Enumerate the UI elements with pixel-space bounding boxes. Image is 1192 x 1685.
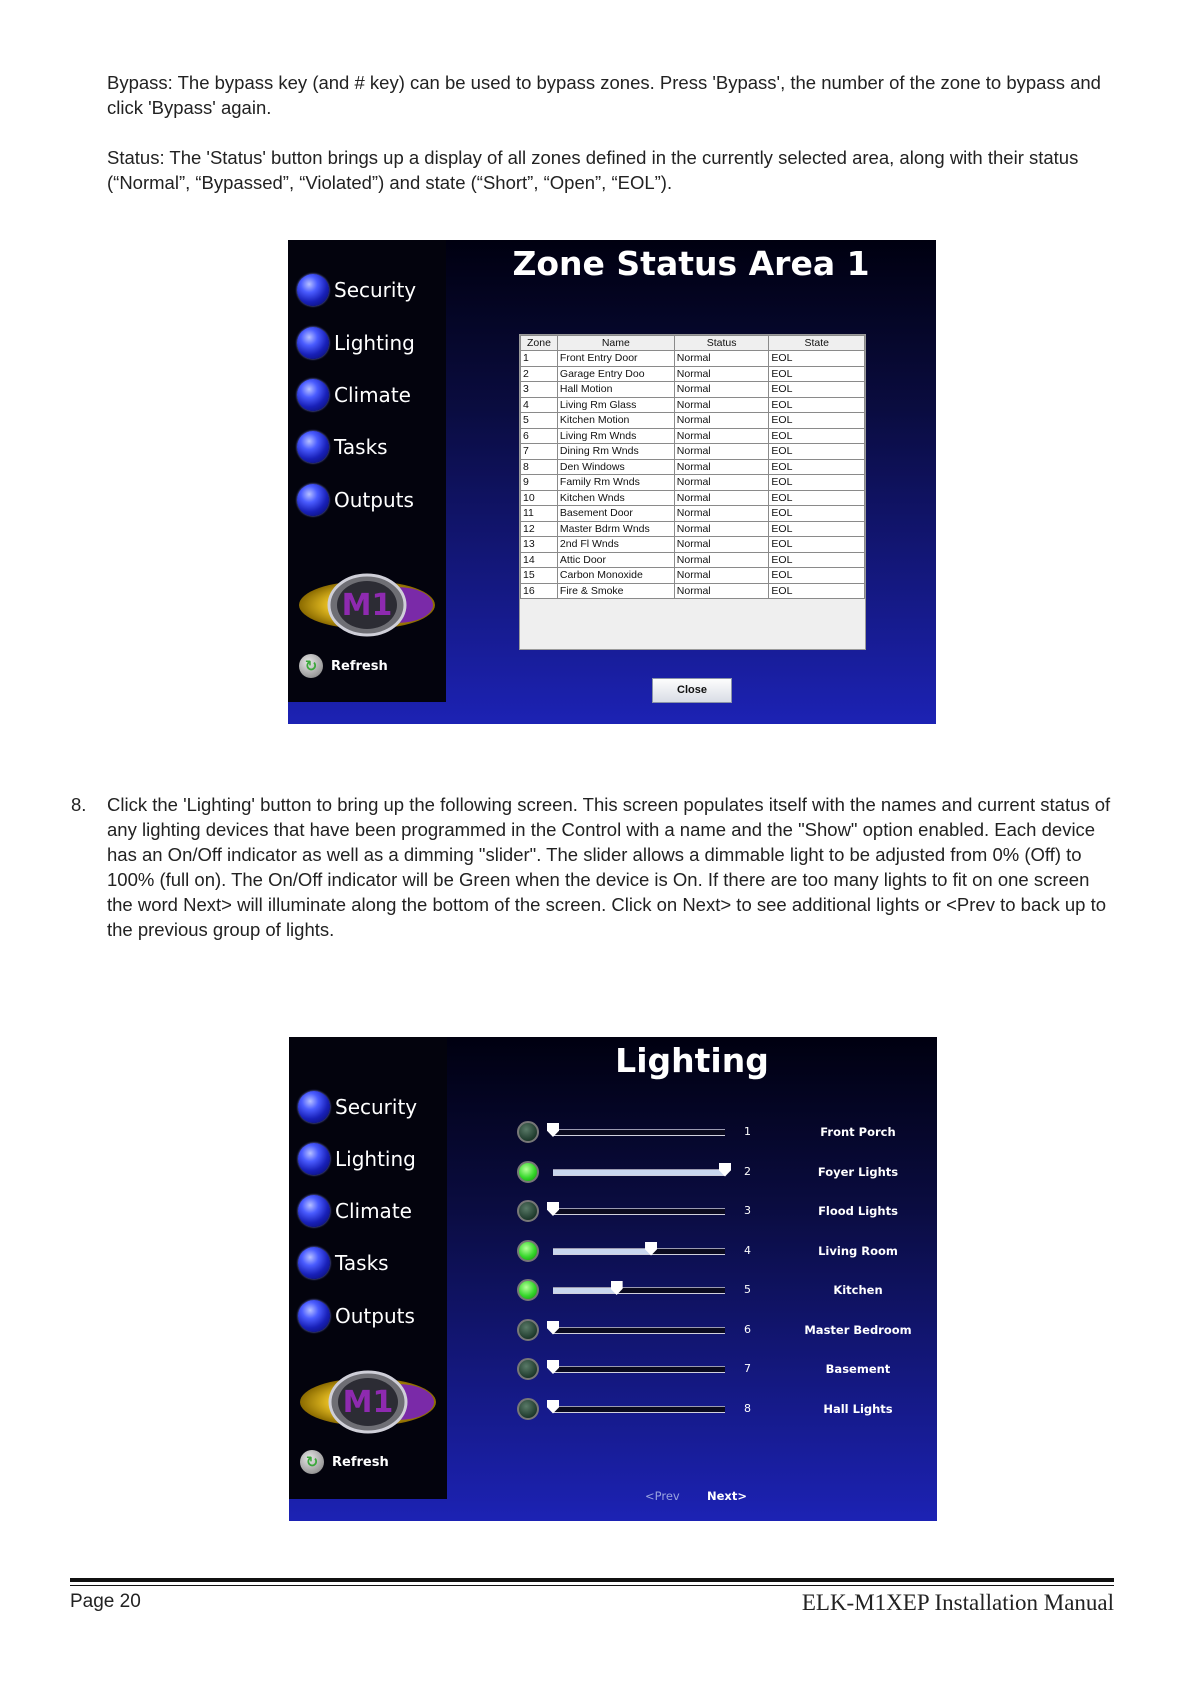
light-number: 3 bbox=[744, 1204, 751, 1217]
table-cell: EOL bbox=[769, 506, 865, 522]
table-cell: Family Rm Wnds bbox=[557, 475, 674, 491]
table-cell: EOL bbox=[769, 413, 865, 429]
table-cell: 2nd Fl Wnds bbox=[557, 537, 674, 553]
light-number: 8 bbox=[744, 1401, 751, 1415]
table-cell: 3 bbox=[521, 382, 558, 398]
nav-security-button[interactable] bbox=[298, 1089, 417, 1125]
zone-status-title: Zone Status Area 1 bbox=[512, 244, 870, 283]
table-row[interactable] bbox=[521, 397, 865, 413]
dimmer-slider[interactable] bbox=[553, 1287, 725, 1294]
orb-icon bbox=[297, 327, 329, 359]
orb-icon bbox=[298, 1195, 330, 1227]
on-off-indicator-icon[interactable] bbox=[517, 1121, 539, 1143]
table-cell: Hall Motion bbox=[557, 382, 674, 398]
column-header[interactable]: State bbox=[769, 336, 865, 351]
nav-outputs-button[interactable] bbox=[298, 1298, 415, 1334]
table-cell: Front Entry Door bbox=[557, 351, 674, 367]
on-off-indicator-icon[interactable] bbox=[517, 1240, 539, 1262]
table-row[interactable] bbox=[521, 521, 865, 537]
table-cell: Normal bbox=[674, 537, 769, 553]
light-number: 1 bbox=[744, 1125, 751, 1138]
nav-tasks-button[interactable] bbox=[297, 429, 388, 465]
table-cell: Kitchen Wnds bbox=[557, 490, 674, 506]
nav-outputs-button[interactable] bbox=[297, 482, 414, 518]
table-cell: Kitchen Motion bbox=[557, 413, 674, 429]
dimmer-slider[interactable] bbox=[553, 1248, 725, 1255]
table-cell: EOL bbox=[769, 568, 865, 584]
table-cell: Normal bbox=[674, 552, 769, 568]
nav-label: Climate bbox=[334, 383, 411, 407]
dimmer-slider[interactable] bbox=[553, 1366, 725, 1373]
orb-icon bbox=[298, 1091, 330, 1123]
nav-tasks-button[interactable] bbox=[298, 1245, 389, 1281]
refresh-label: Refresh bbox=[332, 1454, 389, 1470]
column-header[interactable]: Status bbox=[674, 336, 769, 351]
table-row[interactable] bbox=[521, 428, 865, 444]
zone-table-container bbox=[519, 334, 866, 650]
on-off-indicator-icon[interactable] bbox=[517, 1398, 539, 1420]
table-row[interactable] bbox=[521, 444, 865, 460]
sidebar bbox=[289, 1037, 447, 1499]
refresh-icon: ↻ bbox=[300, 1450, 324, 1474]
dimmer-slider[interactable] bbox=[553, 1327, 725, 1334]
light-number: 7 bbox=[744, 1362, 751, 1375]
nav-lighting-button[interactable] bbox=[298, 1141, 416, 1177]
table-cell: Normal bbox=[674, 413, 769, 429]
dimmer-slider[interactable] bbox=[553, 1406, 725, 1413]
table-row[interactable] bbox=[521, 475, 865, 491]
table-row[interactable] bbox=[521, 382, 865, 398]
refresh-button[interactable] bbox=[300, 1450, 389, 1474]
table-cell: Normal bbox=[674, 490, 769, 506]
light-number: 4 bbox=[744, 1243, 751, 1257]
svg-text:M1: M1 bbox=[342, 1385, 394, 1420]
table-cell: Living Rm Wnds bbox=[557, 428, 674, 444]
table-cell: EOL bbox=[769, 366, 865, 382]
nav-climate-button[interactable] bbox=[297, 377, 411, 413]
table-cell: Normal bbox=[674, 351, 769, 367]
slider-thumb[interactable] bbox=[547, 1400, 559, 1414]
table-cell: 16 bbox=[521, 583, 558, 599]
table-cell: EOL bbox=[769, 351, 865, 367]
zone-status-screenshot bbox=[288, 240, 936, 724]
table-cell: Master Bdrm Wnds bbox=[557, 521, 674, 537]
column-header[interactable]: Zone bbox=[521, 336, 558, 351]
nav-label: Climate bbox=[335, 1199, 412, 1223]
table-cell: EOL bbox=[769, 397, 865, 413]
table-cell: EOL bbox=[769, 475, 865, 491]
bypass-paragraph: Bypass: The bypass key (and # key) can be used to bypass zones. Press 'Bypass', the number of the zone to bypass and click 'Bypass' again. bbox=[107, 72, 1101, 118]
table-cell: EOL bbox=[769, 444, 865, 460]
table-cell: 10 bbox=[521, 490, 558, 506]
close-button[interactable]: Close bbox=[652, 678, 732, 703]
table-cell: Living Rm Glass bbox=[557, 397, 674, 413]
light-number: 2 bbox=[744, 1164, 751, 1178]
light-name: Kitchen bbox=[833, 1283, 883, 1297]
dimmer-slider[interactable] bbox=[553, 1129, 725, 1136]
table-cell: Basement Door bbox=[557, 506, 674, 522]
orb-icon bbox=[297, 484, 329, 516]
zone-table bbox=[520, 335, 865, 599]
next-link[interactable]: Next> bbox=[707, 1489, 747, 1503]
table-cell: EOL bbox=[769, 537, 865, 553]
table-cell: EOL bbox=[769, 583, 865, 599]
orb-icon bbox=[298, 1143, 330, 1175]
table-cell: Garage Entry Doo bbox=[557, 366, 674, 382]
m1-logo-icon bbox=[298, 573, 436, 637]
light-row bbox=[517, 1354, 917, 1384]
table-cell: 15 bbox=[521, 568, 558, 584]
light-name: Front Porch bbox=[820, 1125, 896, 1139]
nav-label: Outputs bbox=[334, 488, 414, 512]
table-cell: 2 bbox=[521, 366, 558, 382]
table-row[interactable] bbox=[521, 351, 865, 367]
light-row bbox=[517, 1196, 917, 1226]
light-name: Foyer Lights bbox=[817, 1164, 899, 1179]
table-cell: Normal bbox=[674, 459, 769, 475]
slider-thumb[interactable] bbox=[547, 1360, 559, 1374]
nav-lighting-button[interactable] bbox=[297, 325, 415, 361]
table-cell: Fire & Smoke bbox=[557, 583, 674, 599]
table-row[interactable] bbox=[521, 583, 865, 599]
dimmer-slider[interactable] bbox=[553, 1208, 725, 1215]
column-header[interactable]: Name bbox=[557, 336, 674, 351]
light-name: Basement bbox=[825, 1362, 891, 1376]
light-row bbox=[517, 1117, 917, 1147]
table-row[interactable] bbox=[521, 537, 865, 553]
light-number: 5 bbox=[744, 1283, 751, 1296]
dimmer-slider[interactable] bbox=[553, 1169, 725, 1176]
table-cell: 8 bbox=[521, 459, 558, 475]
orb-icon bbox=[297, 274, 329, 306]
table-row[interactable] bbox=[521, 568, 865, 584]
light-row bbox=[517, 1275, 917, 1305]
step-number: 8. bbox=[71, 794, 87, 815]
table-row[interactable] bbox=[521, 413, 865, 429]
refresh-button[interactable] bbox=[299, 654, 388, 678]
slider-thumb[interactable] bbox=[547, 1321, 559, 1335]
lighting-title: Lighting bbox=[615, 1041, 769, 1080]
m1-logo-icon bbox=[299, 1370, 437, 1434]
refresh-icon: ↻ bbox=[299, 654, 323, 678]
table-cell: Carbon Monoxide bbox=[557, 568, 674, 584]
table-cell: Den Windows bbox=[557, 459, 674, 475]
orb-icon bbox=[297, 379, 329, 411]
table-row[interactable] bbox=[521, 459, 865, 475]
table-cell: Normal bbox=[674, 583, 769, 599]
light-name: Hall Lights bbox=[823, 1401, 893, 1416]
zone-table-header bbox=[521, 336, 865, 351]
table-row[interactable] bbox=[521, 490, 865, 506]
light-number: 6 bbox=[744, 1322, 751, 1336]
table-cell: 6 bbox=[521, 428, 558, 444]
on-off-indicator-icon[interactable] bbox=[517, 1319, 539, 1341]
table-cell: Normal bbox=[674, 506, 769, 522]
refresh-label: Refresh bbox=[331, 658, 388, 674]
light-row bbox=[517, 1394, 917, 1424]
table-cell: Normal bbox=[674, 397, 769, 413]
nav-label: Security bbox=[334, 278, 417, 302]
nav-label: Security bbox=[335, 1095, 418, 1119]
nav-climate-button[interactable] bbox=[298, 1193, 412, 1229]
light-row bbox=[517, 1157, 917, 1187]
status-paragraph: Status: The 'Status' button brings up a display of all zones defined in the currently selected area, along with their status (“Normal”, “Bypassed”, “Violated”) and state (“Short”, “Open”, “EOL”). bbox=[107, 147, 1079, 193]
light-row bbox=[517, 1236, 917, 1266]
table-cell: Normal bbox=[674, 382, 769, 398]
lighting-screenshot bbox=[289, 1037, 937, 1521]
on-off-indicator-icon[interactable] bbox=[517, 1200, 539, 1222]
orb-icon bbox=[297, 431, 329, 463]
table-cell: Normal bbox=[674, 444, 769, 460]
table-cell: 4 bbox=[521, 397, 558, 413]
table-cell: Normal bbox=[674, 366, 769, 382]
table-cell: 1 bbox=[521, 351, 558, 367]
table-cell: Normal bbox=[674, 428, 769, 444]
on-off-indicator-icon[interactable] bbox=[517, 1279, 539, 1301]
slider-thumb[interactable] bbox=[547, 1202, 559, 1216]
table-row[interactable] bbox=[521, 506, 865, 522]
footer-rule-thin bbox=[70, 1585, 1114, 1586]
table-cell: EOL bbox=[769, 459, 865, 475]
step8-paragraph: Click the 'Lighting' button to bring up the following screen. This screen populates itself with the names and current status of any lighting devices that have been programmed in the Control with a name and the "Show" option enabled. Each device has an On/Off indicator as well as a dimming "slider". The slider allows a dimmable light to be adjusted from 0% (Off) to 100% (full on). The On/Off indicator will be Green when the device is On. If there are too many lights to fit on one screen the word Next> will illuminate along the bottom of the screen. Click on Next> to see additional lights or <Prev to back up to the previous group of lights. bbox=[107, 794, 1111, 940]
table-cell: 12 bbox=[521, 521, 558, 537]
on-off-indicator-icon[interactable] bbox=[517, 1161, 539, 1183]
table-cell: EOL bbox=[769, 490, 865, 506]
prev-link[interactable]: <Prev bbox=[645, 1489, 680, 1503]
nav-security-button[interactable] bbox=[297, 272, 416, 308]
light-name: Living Room bbox=[818, 1243, 898, 1258]
table-cell: 11 bbox=[521, 506, 558, 522]
table-cell: 14 bbox=[521, 552, 558, 568]
table-cell: Normal bbox=[674, 568, 769, 584]
table-cell: 13 bbox=[521, 537, 558, 553]
sidebar bbox=[288, 240, 446, 702]
table-cell: Normal bbox=[674, 521, 769, 537]
slider-fill bbox=[553, 1249, 651, 1254]
table-cell: Dining Rm Wnds bbox=[557, 444, 674, 460]
nav-label: Lighting bbox=[335, 1147, 416, 1171]
table-cell: EOL bbox=[769, 521, 865, 537]
table-cell: EOL bbox=[769, 552, 865, 568]
nav-label: Tasks bbox=[334, 435, 388, 459]
table-cell: EOL bbox=[769, 428, 865, 444]
table-cell: Attic Door bbox=[557, 552, 674, 568]
light-name: Master Bedroom bbox=[804, 1322, 912, 1337]
slider-fill bbox=[553, 1170, 725, 1175]
on-off-indicator-icon[interactable] bbox=[517, 1358, 539, 1380]
table-cell: 5 bbox=[521, 413, 558, 429]
svg-text:M1: M1 bbox=[341, 588, 393, 623]
manual-title: ELK-M1XEP Installation Manual bbox=[801, 1590, 1114, 1615]
nav-label: Outputs bbox=[335, 1304, 415, 1328]
page-number: Page 20 bbox=[70, 1591, 141, 1612]
orb-icon bbox=[298, 1247, 330, 1279]
slider-fill bbox=[553, 1288, 617, 1293]
table-cell: 7 bbox=[521, 444, 558, 460]
table-cell: 9 bbox=[521, 475, 558, 491]
table-row[interactable] bbox=[521, 552, 865, 568]
nav-label: Lighting bbox=[334, 331, 415, 355]
light-name: Flood Lights bbox=[818, 1204, 898, 1218]
light-row bbox=[517, 1315, 917, 1345]
slider-thumb[interactable] bbox=[547, 1123, 559, 1137]
table-cell: EOL bbox=[769, 382, 865, 398]
table-row[interactable] bbox=[521, 366, 865, 382]
nav-label: Tasks bbox=[335, 1251, 389, 1275]
table-cell: Normal bbox=[674, 475, 769, 491]
orb-icon bbox=[298, 1300, 330, 1332]
footer-rule bbox=[70, 1578, 1114, 1582]
